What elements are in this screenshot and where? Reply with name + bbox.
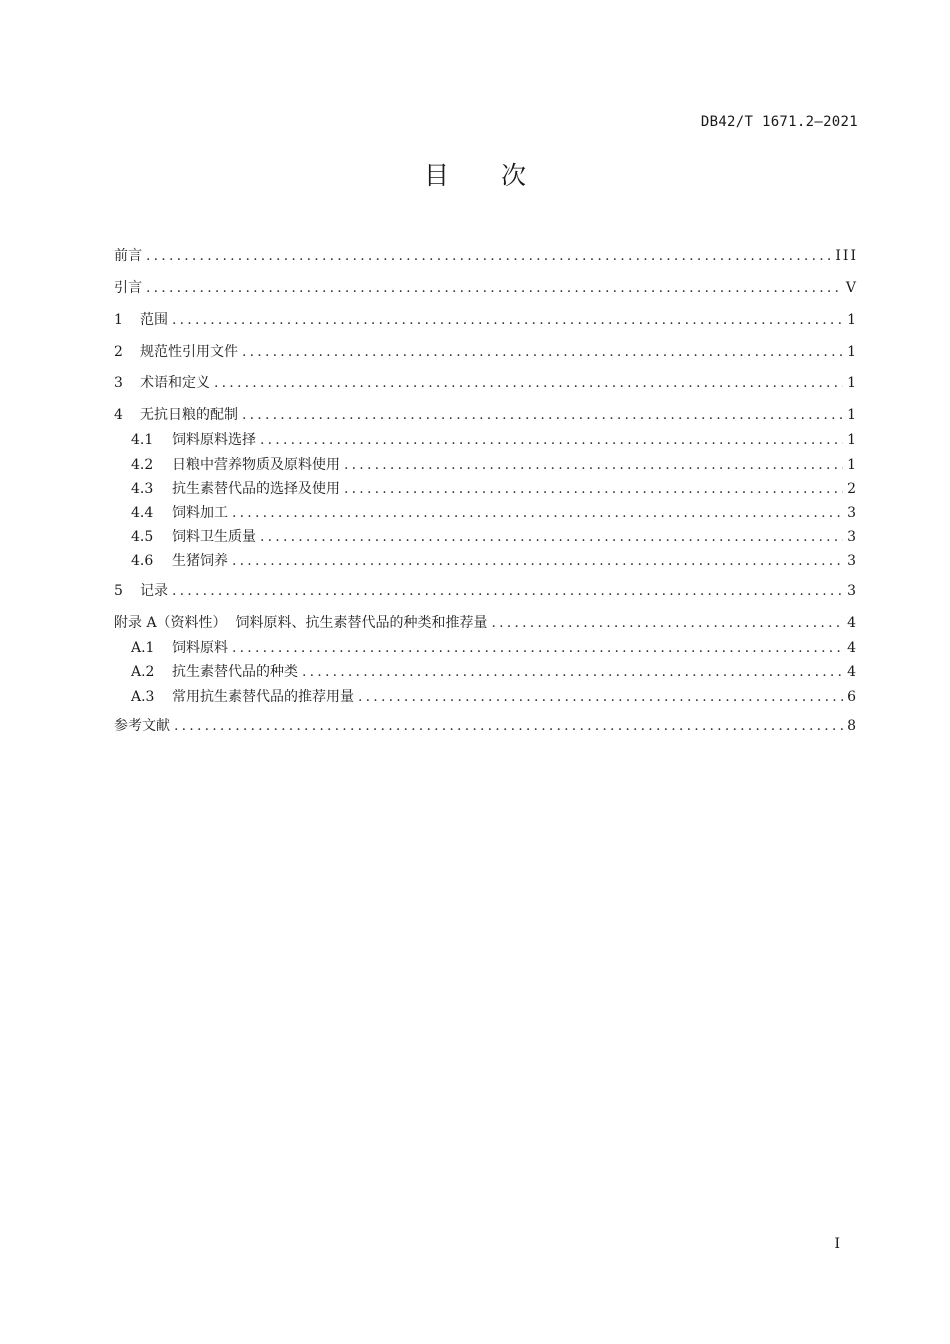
table-of-contents <box>114 0 858 800</box>
toc-leader-dots <box>260 527 843 547</box>
toc-entry-a-2[interactable] <box>131 662 858 682</box>
toc-leader-dots <box>260 430 843 450</box>
toc-leader-dots <box>214 373 843 393</box>
toc-leader-dots <box>344 455 843 475</box>
toc-entry-page: III <box>835 248 858 264</box>
page-title-char-2: 次 <box>501 161 527 190</box>
toc-entry-page: 2 <box>847 481 858 497</box>
toc-entry-label: 引言 <box>114 280 142 296</box>
toc-entry-bibliography[interactable] <box>114 716 858 736</box>
toc-entry-page: 1 <box>847 344 858 360</box>
page-title-char-1: 目 <box>423 161 449 190</box>
toc-entry-4-2[interactable] <box>131 455 858 475</box>
toc-leader-dots <box>302 662 843 682</box>
toc-entry-3[interactable] <box>114 373 858 393</box>
toc-entry-introduction[interactable] <box>114 278 858 298</box>
toc-entry-5[interactable] <box>114 581 858 601</box>
toc-entry-4-5[interactable] <box>131 527 858 547</box>
toc-entry-number: 4.6 <box>131 553 154 569</box>
toc-entry-2[interactable] <box>114 342 858 362</box>
toc-entry-page: 4 <box>847 640 858 656</box>
toc-entry-label: 范围 <box>140 312 168 328</box>
toc-entry-1[interactable] <box>114 310 858 330</box>
toc-leader-dots <box>172 581 843 601</box>
toc-entry-number: 3 <box>114 375 123 391</box>
toc-entry-label: 饲料原料 <box>172 640 228 656</box>
toc-entry-page: 1 <box>847 457 858 473</box>
toc-entry-label: 常用抗生素替代品的推荐用量 <box>172 689 354 705</box>
toc-entry-appendix-a[interactable] <box>114 613 858 633</box>
toc-entry-label: 无抗日粮的配制 <box>140 407 238 423</box>
toc-entry-label: 饲料加工 <box>172 505 228 521</box>
toc-entry-label: 日粮中营养物质及原料使用 <box>172 457 340 473</box>
toc-entry-number: A.1 <box>131 640 155 656</box>
toc-entry-label: 饲料卫生质量 <box>172 529 256 545</box>
toc-entry-label: 术语和定义 <box>140 375 210 391</box>
toc-leader-dots <box>146 246 831 266</box>
toc-entry-label: 参考文献 <box>114 718 170 734</box>
toc-leader-dots <box>146 278 842 298</box>
toc-entry-label: 饲料原料选择 <box>172 432 256 448</box>
toc-entry-page: 3 <box>847 553 858 569</box>
toc-entry-label: 规范性引用文件 <box>140 344 238 360</box>
toc-entry-page: 6 <box>847 689 858 705</box>
toc-entry-label: 抗生素替代品的种类 <box>172 664 298 680</box>
toc-entry-number: A.3 <box>131 689 155 705</box>
toc-entry-page: V <box>845 280 858 296</box>
toc-leader-dots <box>232 638 843 658</box>
toc-entry-page: 1 <box>847 407 858 423</box>
toc-leader-dots <box>232 503 843 523</box>
toc-entry-number: 4 <box>114 407 123 423</box>
toc-leader-dots <box>232 551 843 571</box>
toc-entry-a-3[interactable] <box>131 687 858 707</box>
toc-entry-page: 3 <box>847 583 858 599</box>
toc-entry-a-1[interactable] <box>131 638 858 658</box>
toc-entry-4-1[interactable] <box>131 430 858 450</box>
toc-entry-number: 4.1 <box>131 432 154 448</box>
toc-entry-label: 前言 <box>114 248 142 264</box>
toc-leader-dots <box>172 310 843 330</box>
toc-entry-number: 2 <box>114 344 123 360</box>
toc-entry-4-6[interactable] <box>131 551 858 571</box>
toc-entry-foreword[interactable] <box>114 246 858 266</box>
toc-entry-4-3[interactable] <box>131 479 858 499</box>
toc-entry-number: 5 <box>114 583 123 599</box>
toc-entry-label: 记录 <box>140 583 168 599</box>
toc-entry-4-4[interactable] <box>131 503 858 523</box>
toc-entry-page: 1 <box>847 432 858 448</box>
toc-entry-page: 4 <box>847 615 858 631</box>
toc-entry-label: 生猪饲养 <box>172 553 228 569</box>
toc-entry-page: 3 <box>847 529 858 545</box>
toc-entry-number: 4.2 <box>131 457 154 473</box>
toc-leader-dots <box>344 479 843 499</box>
toc-leader-dots <box>242 342 843 362</box>
toc-entry-page: 1 <box>847 375 858 391</box>
page-number: I <box>834 1236 840 1252</box>
document-code: DB42/T 1671.2—2021 <box>700 114 858 130</box>
toc-entry-label: 抗生素替代品的选择及使用 <box>172 481 340 497</box>
toc-entry-page: 1 <box>847 312 858 328</box>
toc-leader-dots <box>358 687 843 707</box>
toc-leader-dots <box>242 405 843 425</box>
toc-entry-number: 4.5 <box>131 529 154 545</box>
toc-leader-dots <box>491 613 843 633</box>
toc-entry-page: 4 <box>847 664 858 680</box>
toc-entry-number: A.2 <box>131 664 155 680</box>
toc-leader-dots <box>174 716 843 736</box>
toc-entry-number: 4.3 <box>131 481 154 497</box>
toc-entry-number: 1 <box>114 312 123 328</box>
toc-entry-4[interactable] <box>114 405 858 425</box>
toc-entry-label: 附录 A（资料性） 饲料原料、抗生素替代品的种类和推荐量 <box>114 615 488 631</box>
toc-entry-page: 3 <box>847 505 858 521</box>
toc-entry-page: 8 <box>847 718 858 734</box>
toc-entry-number: 4.4 <box>131 505 154 521</box>
